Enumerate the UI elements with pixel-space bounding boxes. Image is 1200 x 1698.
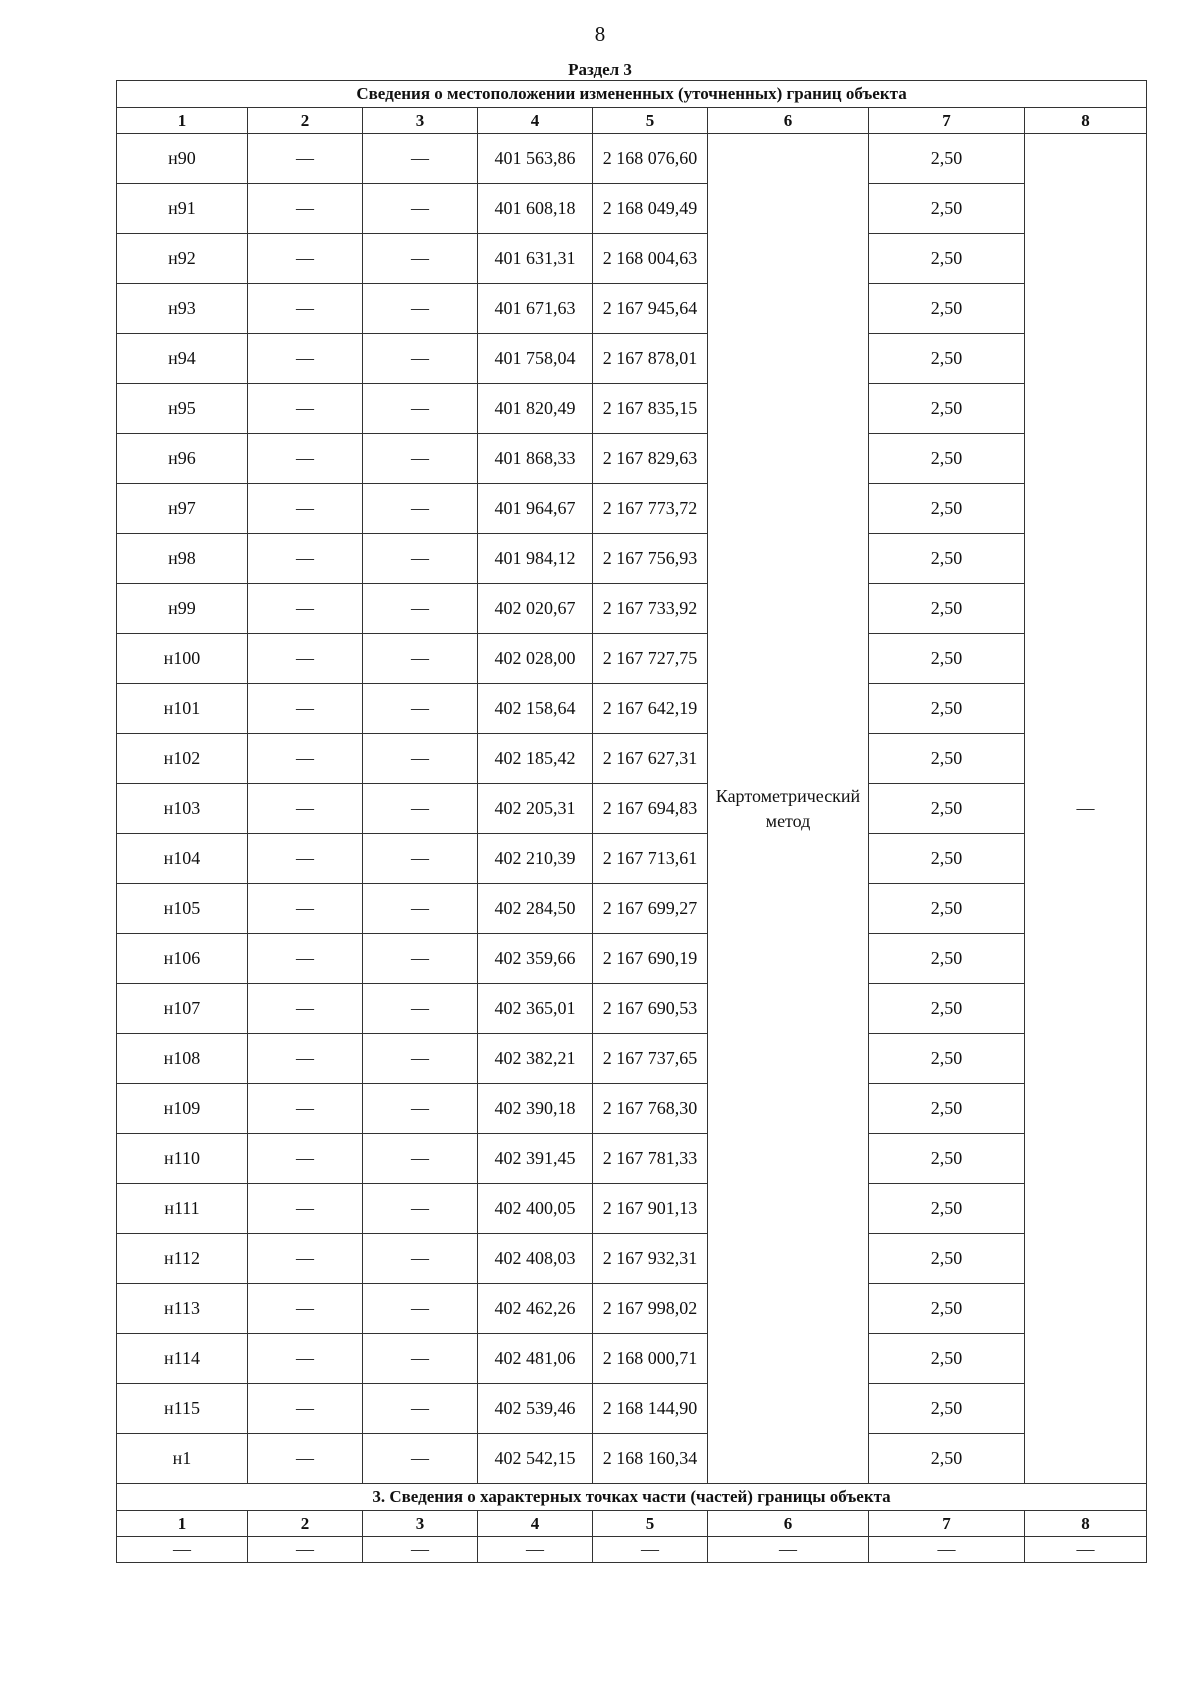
coord-x: 401 671,63: [478, 284, 593, 334]
table-row: [117, 1284, 1147, 1334]
table-row: [117, 1334, 1147, 1384]
dash-cell: —: [363, 334, 478, 384]
accuracy-cell: 2,50: [869, 684, 1025, 734]
coord-x: 402 158,64: [478, 684, 593, 734]
parts-empty-row: [117, 1537, 1147, 1563]
table-row: [117, 534, 1147, 584]
dash-cell: —: [363, 584, 478, 634]
table-row: [117, 584, 1147, 634]
table-row: [117, 1134, 1147, 1184]
dash-cell: —: [363, 1434, 478, 1484]
table-row: [117, 934, 1147, 984]
coord-x: 401 868,33: [478, 434, 593, 484]
dash-cell: —: [117, 1537, 248, 1563]
coord-y: 2 168 000,71: [593, 1334, 708, 1384]
point-name: н115: [117, 1384, 248, 1434]
dash-cell: —: [593, 1537, 708, 1563]
coord-x: 402 359,66: [478, 934, 593, 984]
coord-y: 2 167 690,53: [593, 984, 708, 1034]
column-number: 5: [593, 1511, 708, 1537]
dash-cell: —: [248, 484, 363, 534]
column-number: 6: [708, 1511, 869, 1537]
dash-cell: —: [363, 784, 478, 834]
coord-y: 2 167 733,92: [593, 584, 708, 634]
boundary-table: [116, 80, 1147, 1563]
column-number: 2: [248, 108, 363, 134]
dash-cell: —: [248, 1234, 363, 1284]
dash-cell: —: [363, 484, 478, 534]
column-number: 1: [117, 1511, 248, 1537]
dash-cell: —: [363, 1184, 478, 1234]
accuracy-cell: 2,50: [869, 734, 1025, 784]
table-row: [117, 334, 1147, 384]
accuracy-cell: 2,50: [869, 434, 1025, 484]
coord-x: 401 631,31: [478, 234, 593, 284]
dash-cell: —: [363, 1034, 478, 1084]
coord-y: 2 167 768,30: [593, 1084, 708, 1134]
accuracy-cell: 2,50: [869, 234, 1025, 284]
dash-cell: —: [478, 1537, 593, 1563]
dash-cell: —: [363, 684, 478, 734]
column-number: 6: [708, 108, 869, 134]
dash-cell: —: [248, 534, 363, 584]
column-number: 3: [363, 108, 478, 134]
coord-y: 2 168 144,90: [593, 1384, 708, 1434]
dash-cell: —: [248, 1084, 363, 1134]
column-number: 7: [869, 108, 1025, 134]
dash-cell: —: [248, 384, 363, 434]
coord-y: 2 168 076,60: [593, 134, 708, 184]
accuracy-cell: 2,50: [869, 1234, 1025, 1284]
coord-y: 2 167 781,33: [593, 1134, 708, 1184]
coord-y: 2 167 756,93: [593, 534, 708, 584]
coord-x: 401 608,18: [478, 184, 593, 234]
point-name: н106: [117, 934, 248, 984]
accuracy-cell: 2,50: [869, 1084, 1025, 1134]
table-row: [117, 634, 1147, 684]
dash-cell: —: [248, 784, 363, 834]
point-name: н105: [117, 884, 248, 934]
point-name: н90: [117, 134, 248, 184]
coord-x: 401 964,67: [478, 484, 593, 534]
dash-cell: —: [363, 934, 478, 984]
table-row: [117, 284, 1147, 334]
accuracy-cell: 2,50: [869, 1284, 1025, 1334]
dash-cell: —: [248, 884, 363, 934]
point-name: н93: [117, 284, 248, 334]
coord-x: 401 984,12: [478, 534, 593, 584]
coord-x: 402 462,26: [478, 1284, 593, 1334]
table-row: [117, 134, 1147, 184]
coord-x: 402 390,18: [478, 1084, 593, 1134]
point-name: н104: [117, 834, 248, 884]
coord-x: 402 542,15: [478, 1434, 593, 1484]
accuracy-cell: 2,50: [869, 984, 1025, 1034]
dash-cell: —: [363, 534, 478, 584]
coord-x: 402 539,46: [478, 1384, 593, 1434]
dash-cell: —: [248, 934, 363, 984]
table-row: [117, 1434, 1147, 1484]
coord-y: 2 167 627,31: [593, 734, 708, 784]
accuracy-cell: 2,50: [869, 884, 1025, 934]
column-number: 1: [117, 108, 248, 134]
coord-x: 401 820,49: [478, 384, 593, 434]
dash-cell: —: [248, 184, 363, 234]
coord-y: 2 167 829,63: [593, 434, 708, 484]
dash-cell: —: [363, 1084, 478, 1134]
table-row: [117, 434, 1147, 484]
accuracy-cell: 2,50: [869, 934, 1025, 984]
parts-caption: 3. Сведения о характерных точках части (частей) границы объекта: [117, 1484, 1147, 1511]
point-name: н112: [117, 1234, 248, 1284]
point-name: н100: [117, 634, 248, 684]
dash-cell: —: [248, 334, 363, 384]
dash-cell: —: [248, 234, 363, 284]
coord-y: 2 167 901,13: [593, 1184, 708, 1234]
table-row: [117, 784, 1147, 834]
point-name: н1: [117, 1434, 248, 1484]
dash-cell: —: [363, 1284, 478, 1334]
method-cell: Картометрический метод: [708, 134, 869, 1484]
dash-cell: —: [363, 734, 478, 784]
point-name: н92: [117, 234, 248, 284]
dash-cell: —: [248, 1134, 363, 1184]
column-number-row: [117, 108, 1147, 134]
coord-y: 2 167 945,64: [593, 284, 708, 334]
accuracy-cell: 2,50: [869, 484, 1025, 534]
coord-y: 2 167 998,02: [593, 1284, 708, 1334]
dash-cell: —: [248, 984, 363, 1034]
point-name: н110: [117, 1134, 248, 1184]
dash-cell: —: [248, 1334, 363, 1384]
accuracy-cell: 2,50: [869, 184, 1025, 234]
point-name: н103: [117, 784, 248, 834]
point-name: н97: [117, 484, 248, 534]
point-name: н91: [117, 184, 248, 234]
coord-y: 2 167 694,83: [593, 784, 708, 834]
accuracy-cell: 2,50: [869, 784, 1025, 834]
point-name: н94: [117, 334, 248, 384]
coord-y: 2 167 835,15: [593, 384, 708, 434]
coord-y: 2 167 690,19: [593, 934, 708, 984]
dash-cell: —: [363, 384, 478, 434]
dash-cell: —: [363, 884, 478, 934]
accuracy-cell: 2,50: [869, 384, 1025, 434]
dash-cell: —: [248, 834, 363, 884]
column-number: 4: [478, 1511, 593, 1537]
dash-cell: —: [363, 834, 478, 884]
coord-x: 402 391,45: [478, 1134, 593, 1184]
coord-x: 402 365,01: [478, 984, 593, 1034]
table-row: [117, 734, 1147, 784]
accuracy-cell: 2,50: [869, 284, 1025, 334]
dash-cell: —: [363, 434, 478, 484]
dash-cell: —: [363, 984, 478, 1034]
coord-y: 2 167 737,65: [593, 1034, 708, 1084]
accuracy-cell: 2,50: [869, 1384, 1025, 1434]
coord-y: 2 167 878,01: [593, 334, 708, 384]
column-number: 8: [1025, 108, 1147, 134]
coord-x: 402 028,00: [478, 634, 593, 684]
section-title: Раздел 3: [568, 60, 632, 79]
coord-y: 2 167 773,72: [593, 484, 708, 534]
table-row: [117, 184, 1147, 234]
dash-cell: —: [363, 1537, 478, 1563]
dash-cell: —: [869, 1537, 1025, 1563]
coord-y: 2 168 049,49: [593, 184, 708, 234]
dash-cell: —: [363, 1334, 478, 1384]
accuracy-cell: 2,50: [869, 1134, 1025, 1184]
dash-cell: —: [248, 1537, 363, 1563]
accuracy-cell: 2,50: [869, 1434, 1025, 1484]
point-name: н109: [117, 1084, 248, 1134]
point-name: н113: [117, 1284, 248, 1334]
point-name: н101: [117, 684, 248, 734]
accuracy-cell: 2,50: [869, 834, 1025, 884]
dash-cell: —: [248, 134, 363, 184]
coord-y: 2 168 160,34: [593, 1434, 708, 1484]
parts-column-number-row: [117, 1511, 1147, 1537]
coord-x: 402 210,39: [478, 834, 593, 884]
point-name: н96: [117, 434, 248, 484]
accuracy-cell: 2,50: [869, 1034, 1025, 1084]
coord-y: 2 167 727,75: [593, 634, 708, 684]
dash-cell: —: [1025, 1537, 1147, 1563]
table-row: [117, 234, 1147, 284]
dash-cell: —: [248, 434, 363, 484]
coord-x: 402 382,21: [478, 1034, 593, 1084]
table-row: [117, 1084, 1147, 1134]
point-name: н95: [117, 384, 248, 434]
column-number: 7: [869, 1511, 1025, 1537]
coord-y: 2 167 713,61: [593, 834, 708, 884]
dash-cell: —: [363, 284, 478, 334]
dash-cell: —: [248, 584, 363, 634]
point-name: н99: [117, 584, 248, 634]
column-number: 5: [593, 108, 708, 134]
dash-cell: —: [248, 734, 363, 784]
dash-cell: —: [363, 234, 478, 284]
table-row: [117, 384, 1147, 434]
parts-caption-row: [117, 1484, 1147, 1511]
coord-y: 2 168 004,63: [593, 234, 708, 284]
accuracy-cell: 2,50: [869, 334, 1025, 384]
table-row: [117, 684, 1147, 734]
dash-cell: —: [363, 184, 478, 234]
dash-cell: —: [248, 1034, 363, 1084]
column-number: 3: [363, 1511, 478, 1537]
point-name: н98: [117, 534, 248, 584]
accuracy-cell: 2,50: [869, 634, 1025, 684]
dash-cell: —: [248, 684, 363, 734]
dash-cell: —: [363, 1234, 478, 1284]
coord-x: 402 020,67: [478, 584, 593, 634]
coord-x: 401 563,86: [478, 134, 593, 184]
accuracy-cell: 2,50: [869, 534, 1025, 584]
column-number: 4: [478, 108, 593, 134]
table-caption: Сведения о местоположении измененных (уточненных) границ объекта: [117, 81, 1147, 108]
dash-cell: —: [248, 634, 363, 684]
point-name: н111: [117, 1184, 248, 1234]
coord-x: 402 400,05: [478, 1184, 593, 1234]
coord-x: 402 284,50: [478, 884, 593, 934]
column-number: 8: [1025, 1511, 1147, 1537]
table-row: [117, 1184, 1147, 1234]
accuracy-cell: 2,50: [869, 1184, 1025, 1234]
table-row: [117, 1034, 1147, 1084]
column-number: 2: [248, 1511, 363, 1537]
coord-y: 2 167 932,31: [593, 1234, 708, 1284]
point-name: н108: [117, 1034, 248, 1084]
coord-y: 2 167 642,19: [593, 684, 708, 734]
dash-cell: —: [248, 1284, 363, 1334]
dash-cell: —: [363, 134, 478, 184]
point-name: н107: [117, 984, 248, 1034]
table-row: [117, 1384, 1147, 1434]
coord-x: 402 185,42: [478, 734, 593, 784]
table-row: [117, 984, 1147, 1034]
table-row: [117, 484, 1147, 534]
page-number: 8: [594, 22, 606, 46]
point-name: н114: [117, 1334, 248, 1384]
table-row: [117, 1234, 1147, 1284]
accuracy-cell: 2,50: [869, 584, 1025, 634]
dash-cell: —: [248, 1434, 363, 1484]
dash-cell: —: [248, 1384, 363, 1434]
coord-x: 402 205,31: [478, 784, 593, 834]
accuracy-cell: 2,50: [869, 134, 1025, 184]
coord-x: 402 408,03: [478, 1234, 593, 1284]
dash-cell: —: [248, 1184, 363, 1234]
col8-cell: —: [1025, 134, 1147, 1484]
dash-cell: —: [363, 634, 478, 684]
dash-cell: —: [363, 1134, 478, 1184]
table-row: [117, 884, 1147, 934]
dash-cell: —: [248, 284, 363, 334]
accuracy-cell: 2,50: [869, 1334, 1025, 1384]
dash-cell: —: [363, 1384, 478, 1434]
point-name: н102: [117, 734, 248, 784]
coord-x: 401 758,04: [478, 334, 593, 384]
dash-cell: —: [708, 1537, 869, 1563]
table-caption-row: [117, 81, 1147, 108]
coord-y: 2 167 699,27: [593, 884, 708, 934]
coord-x: 402 481,06: [478, 1334, 593, 1384]
table-row: [117, 834, 1147, 884]
